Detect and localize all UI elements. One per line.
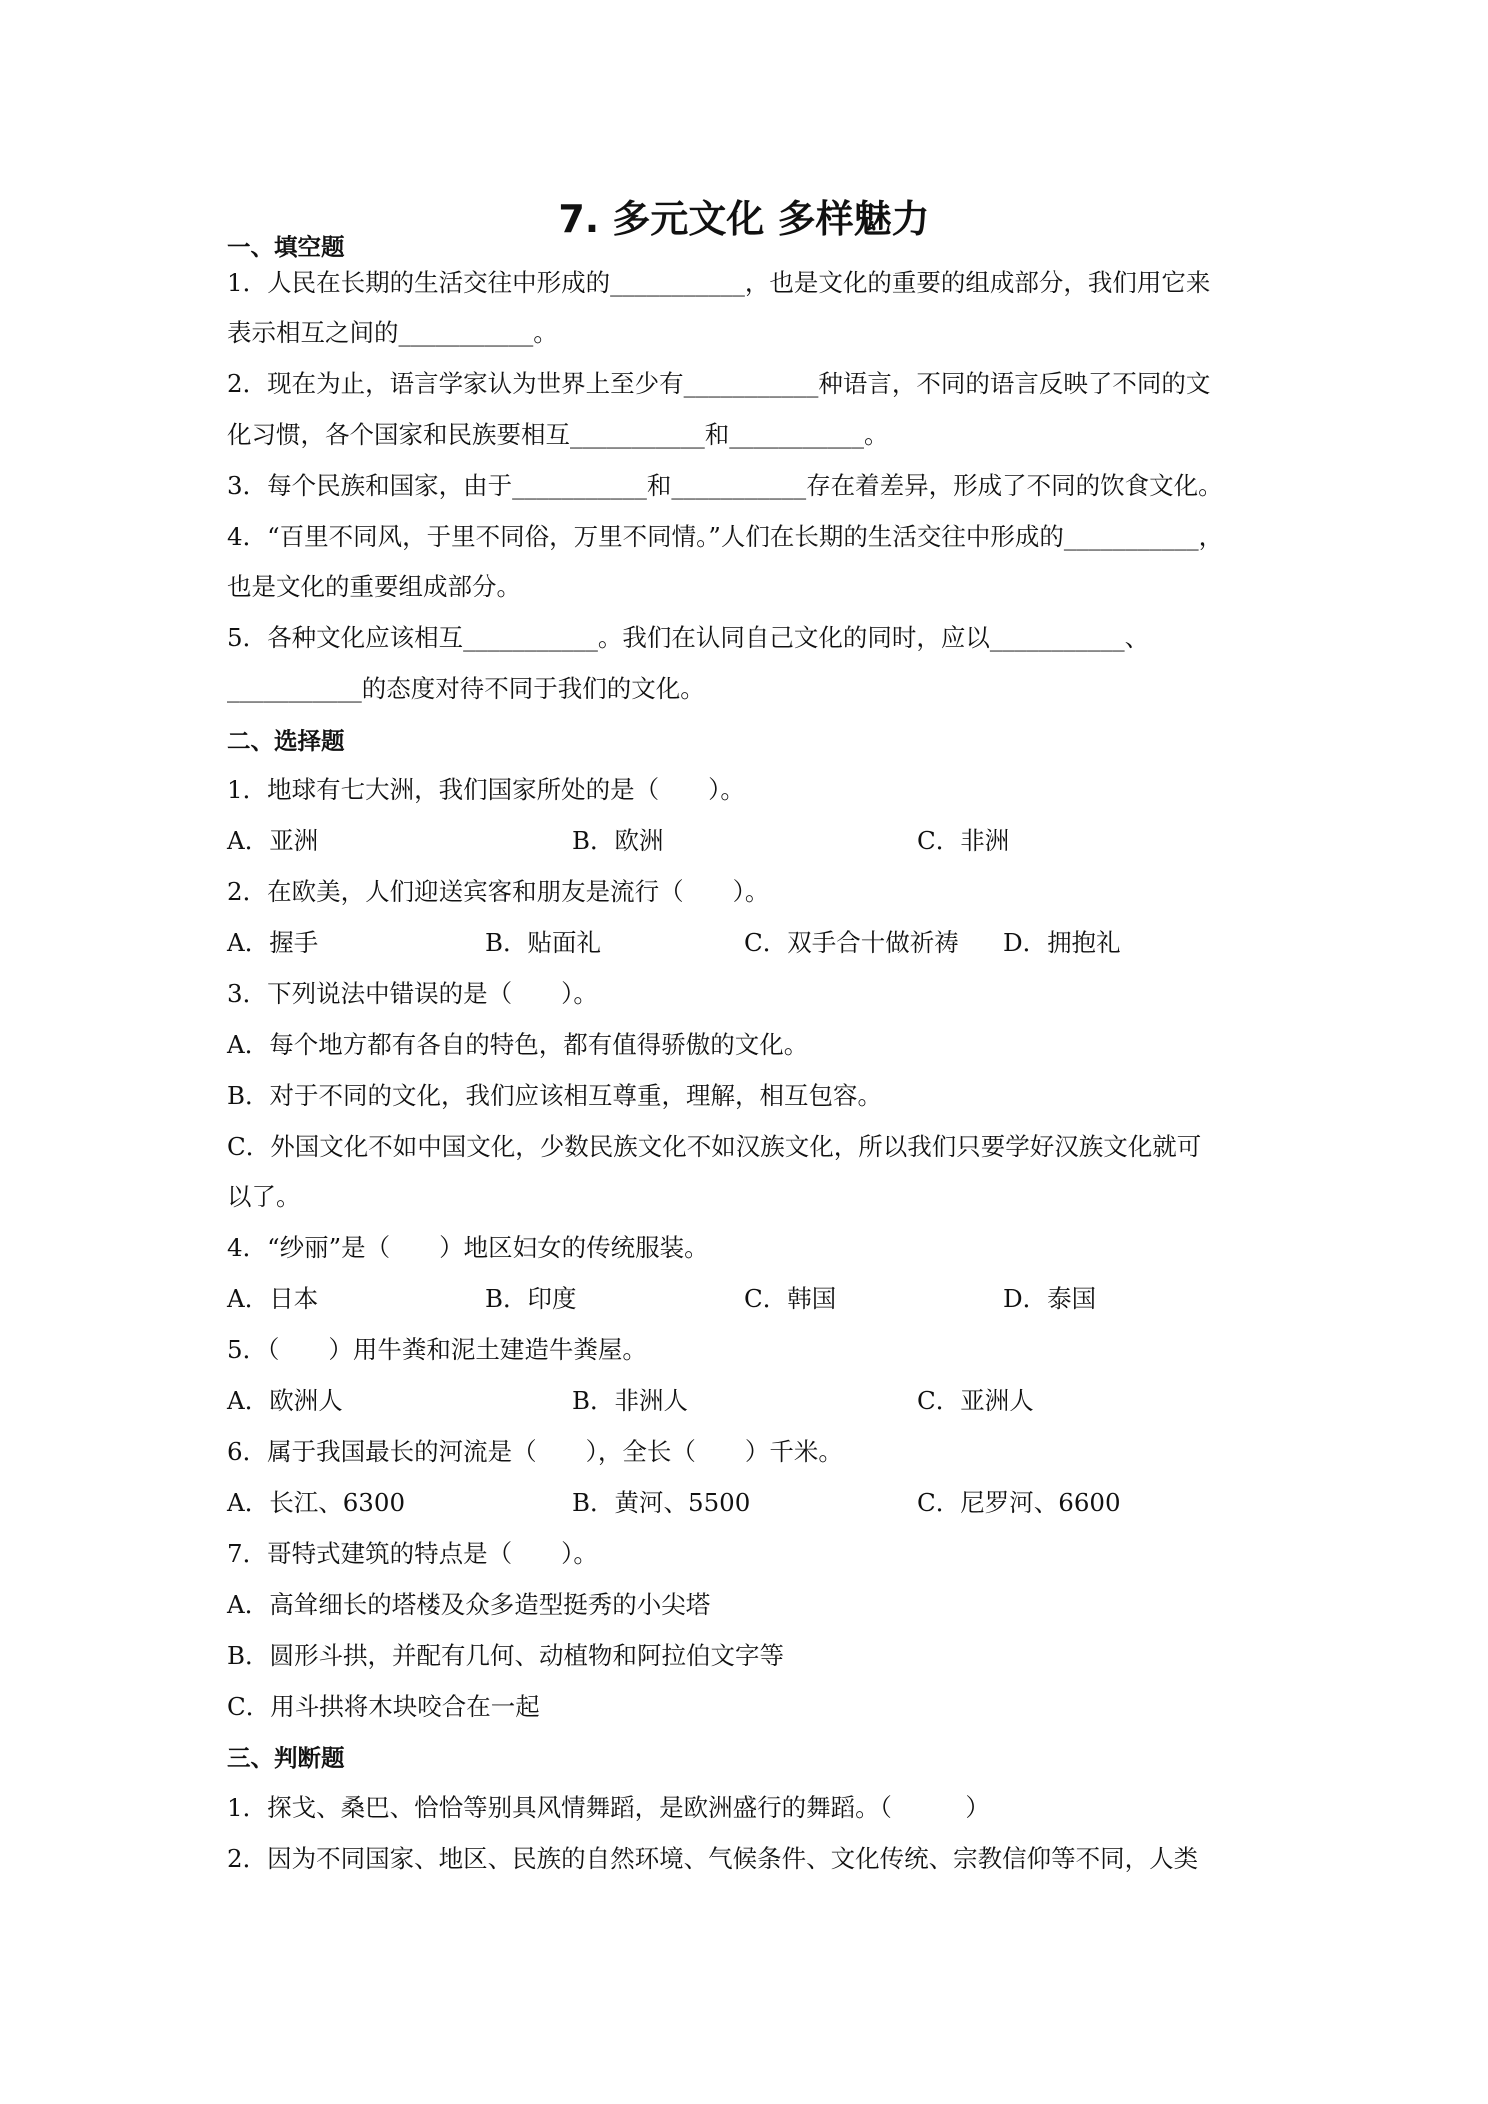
page-title: 7. 多元文化 多样魅力 [558, 197, 930, 241]
choice-2-option-c: C．双手合十做祈祷 [744, 928, 959, 957]
choice-3-option-c-line-2: 以了。 [227, 1182, 301, 1211]
fill-question-5-line-2: ___________的态度对待不同于我们的文化。 [227, 674, 705, 703]
choice-4-option-b: B．印度 [485, 1284, 577, 1313]
choice-2-option-b: B．贴面礼 [485, 928, 602, 957]
choice-question-2: 2．在欧美，人们迎送宾客和朋友是流行（ ）。 [227, 877, 770, 906]
choice-question-4: 4．“纱丽”是（ ）地区妇女的传统服装。 [227, 1233, 709, 1262]
choice-question-5: 5．（ ）用牛粪和泥土建造牛粪屋。 [227, 1335, 647, 1364]
choice-4-option-d: D．泰国 [1003, 1284, 1097, 1313]
choice-2-option-a: A．握手 [227, 928, 319, 957]
fill-question-5-line-1: 5．各种文化应该相互___________。我们在认同自己文化的同时，应以___________、 [227, 623, 1150, 652]
fill-question-1-line-1: 1．人民在长期的生活交往中形成的___________，也是文化的重要的组成部分，我们用它来 [227, 268, 1211, 297]
section-choice-heading: 二、选择题 [227, 727, 345, 755]
fill-question-2-line-2: 化习惯，各个国家和民族要相互___________和___________。 [227, 420, 889, 449]
judge-question-1: 1．探戈、桑巴、恰恰等别具风情舞蹈，是欧洲盛行的舞蹈。（ ） [227, 1793, 990, 1822]
choice-question-1: 1．地球有七大洲，我们国家所处的是（ ）。 [227, 775, 745, 804]
choice-6-option-a: A．长江、6300 [227, 1488, 406, 1517]
choice-3-option-b: B．对于不同的文化，我们应该相互尊重，理解，相互包容。 [227, 1081, 883, 1110]
choice-6-option-b: B．黄河、5500 [572, 1488, 751, 1517]
judge-question-2: 2．因为不同国家、地区、民族的自然环境、气候条件、文化传统、宗教信仰等不同，人类 [227, 1844, 1199, 1873]
fill-question-4-line-2: 也是文化的重要组成部分。 [227, 572, 521, 601]
choice-7-option-b: B．圆形斗拱，并配有几何、动植物和阿拉伯文字等 [227, 1641, 785, 1670]
fill-question-3: 3．每个民族和国家，由于___________和___________存在着差异，形成了不同的饮食文化。 [227, 471, 1223, 500]
choice-7-option-a: A．高耸细长的塔楼及众多造型挺秀的小尖塔 [227, 1590, 711, 1619]
choice-5-option-b: B．非洲人 [572, 1386, 689, 1415]
fill-question-2-line-1: 2．现在为止，语言学家认为世界上至少有___________种语言，不同的语言反映了不同的文 [227, 369, 1211, 398]
choice-5-option-c: C．亚洲人 [917, 1386, 1034, 1415]
choice-7-option-c: C．用斗拱将木块咬合在一起 [227, 1692, 540, 1721]
choice-question-6: 6．属于我国最长的河流是（ ），全长（ ）千米。 [227, 1437, 843, 1466]
choice-question-3: 3．下列说法中错误的是（ ）。 [227, 979, 598, 1008]
fill-question-1-line-2: 表示相互之间的___________。 [227, 318, 558, 347]
choice-1-option-c: C．非洲 [917, 826, 1010, 855]
section-judge-heading: 三、判断题 [227, 1744, 345, 1772]
choice-question-7: 7．哥特式建筑的特点是（ ）。 [227, 1539, 598, 1568]
fill-question-4-line-1: 4．“百里不同风，于里不同俗，万里不同情。”人们在长期的生活交往中形成的___________， [227, 522, 1224, 551]
section-fill-heading: 一、填空题 [227, 233, 345, 261]
choice-3-option-c-line-1: C．外国文化不如中国文化，少数民族文化不如汉族文化，所以我们只要学好汉族文化就可 [227, 1132, 1202, 1161]
choice-6-option-c: C．尼罗河、6600 [917, 1488, 1121, 1517]
choice-4-option-c: C．韩国 [744, 1284, 837, 1313]
choice-5-option-a: A．欧洲人 [227, 1386, 343, 1415]
choice-4-option-a: A．日本 [227, 1284, 319, 1313]
choice-1-option-b: B．欧洲 [572, 826, 664, 855]
choice-3-option-a: A．每个地方都有各自的特色，都有值得骄傲的文化。 [227, 1030, 809, 1059]
choice-2-option-d: D．拥抱礼 [1003, 928, 1121, 957]
choice-1-option-a: A．亚洲 [227, 826, 319, 855]
